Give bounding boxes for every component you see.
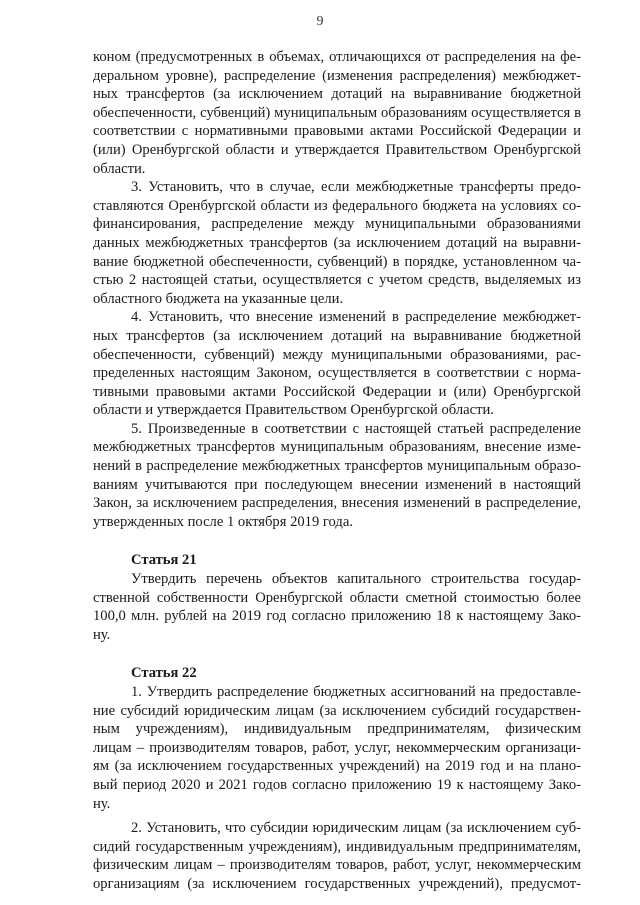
page-number: 9 (316, 14, 324, 29)
text-line: ных трансфертов (за исключением дотаций на выравнивание бюджетной (93, 86, 581, 103)
text-line: данных межбюджетных трансфертов (за исключением дотаций на выравни- (93, 234, 581, 251)
text-line: области. (93, 160, 146, 177)
text-line: 5. Произведенные в соответствии с настоящей статьей распределение (131, 420, 581, 437)
article-heading: Статья 21 (131, 552, 197, 569)
text-line: ставляются Оренбургской области из федерального бюджета на условиях со- (93, 197, 581, 214)
text-line: стью 2 настоящей статьи, осуществляется с учетом средств, выделяемых из (93, 272, 581, 289)
text-line: вание бюджетной обеспеченности, субвенций) в порядке, установленном ча- (93, 253, 581, 270)
text-line: ваниям учитываются при последующем внесении изменений в настоящий (93, 476, 581, 493)
text-line: организациям (за исключением государственных учреждений), предусмот- (93, 875, 581, 892)
paragraph-continuation (93, 48, 581, 178)
text-line: 2. Установить, что субсидии юридическим лицам (за исключением суб- (131, 820, 581, 837)
text-line: (или) Оренбургской области и утверждается Правительством Оренбургской (93, 141, 581, 158)
paragraph-4 (93, 308, 581, 420)
text-line: 4. Установить, что внесение изменений в распределение межбюджет- (131, 309, 581, 326)
text-line: областного бюджета на указанные цели. (93, 290, 344, 307)
document-body (93, 48, 581, 894)
text-line: ных трансфертов (за исключением дотаций на выравнивание бюджетной (93, 327, 581, 344)
text-line: Закон, за исключением распределения, внесения изменений в распределение, (93, 495, 581, 512)
text-line: межбюджетных трансфертов муниципальным образованиям, внесение изме- (93, 439, 581, 456)
text-line: обеспеченности, субвенций) между муниципальными образованиями, рас- (93, 346, 581, 363)
text-line: физическим лицам – производителям товаров, работ, услуг, некоммерческим (93, 857, 581, 874)
spacer (93, 644, 581, 664)
paragraph-3 (93, 178, 581, 308)
text-line: 3. Установить, что в случае, если межбюджетные трансферты предо- (131, 179, 581, 196)
article-21 (93, 551, 581, 644)
text-line: пределенных настоящим Законом, осуществляется в соответствии с норма- (93, 365, 581, 382)
spacer (93, 531, 581, 551)
text-line: области и утверждается Правительством Оренбургской области. (93, 402, 494, 419)
text-line: деральном уровне), распределение (изменения распределения) межбюджет- (93, 67, 581, 84)
text-line: ям (за исключением государственных учреждений) на 2019 год и на плано- (93, 758, 581, 775)
text-line: тивными правовыми актами Российской Федерации и (или) Оренбургской (93, 383, 581, 400)
text-line: утвержденных после 1 октября 2019 года. (93, 513, 353, 530)
text-line: лицам – производителям товаров, работ, услуг, некоммерческим организаци- (93, 739, 581, 756)
text-line: 100,0 млн. рублей на 2019 год согласно приложению 18 к настоящему Зако- (93, 608, 581, 625)
article-heading: Статья 22 (131, 665, 197, 682)
text-line: финансирования, распределение между муниципальными образованиями (93, 216, 581, 233)
text-line: соответствии с нормативными правовыми актами Российской Федерации и (93, 123, 581, 140)
text-line: сидий государственным учреждениям), индивидуальным предпринимателям, (93, 838, 581, 855)
text-line: ну. (93, 795, 111, 812)
text-line: ственной собственности Оренбургской области сметной стоимостью более (93, 589, 581, 606)
text-line: коном (предусмотренных в объемах, отличающихся от распределения на фе- (93, 49, 581, 65)
paragraph-5 (93, 420, 581, 532)
text-line: вый период 2020 и 2021 годов согласно приложению 19 к настоящему Зако- (93, 776, 581, 793)
text-line: нений в распределение межбюджетных трансфертов муниципальным образо- (93, 458, 581, 475)
text-line: 1. Утвердить распределение бюджетных ассигнований на предоставле- (131, 684, 581, 700)
text-line: ным учреждениям), индивидуальным предпринимателям, физическим (93, 721, 581, 738)
text-line: обеспеченности, субвенций) муниципальным образованиям осуществляется в (93, 104, 581, 121)
text-line: Утвердить перечень объектов капитального строительства государ- (131, 571, 581, 588)
article-22 (93, 664, 581, 893)
text-line: ние субсидий юридическим лицам (за исключением субсидий государствен- (93, 702, 581, 719)
text-line: ну. (93, 626, 111, 643)
